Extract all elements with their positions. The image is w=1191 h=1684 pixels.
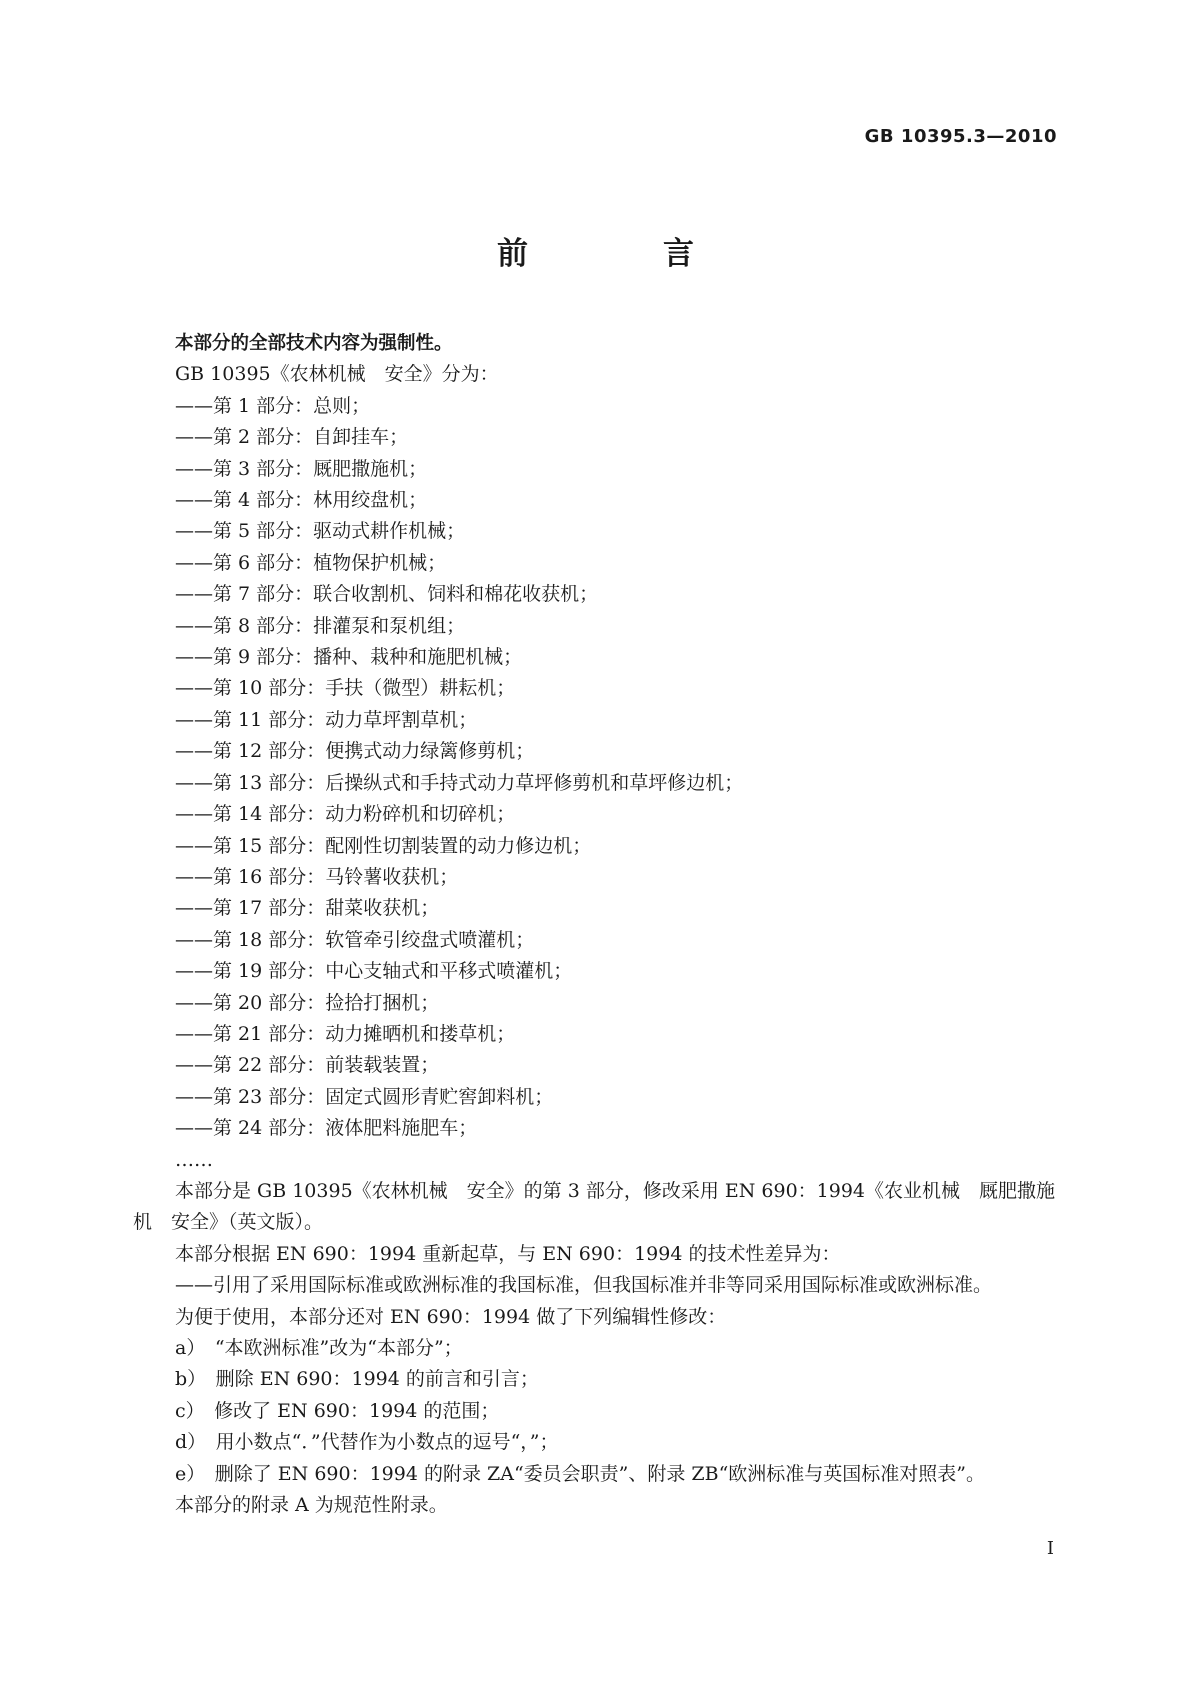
diff-intro: 本部分根据 EN 690：1994 重新起草，与 EN 690：1994 的技术性差异为： (175, 1242, 841, 1265)
edits-list (175, 1333, 1057, 1490)
ellipsis: …… (175, 1148, 213, 1171)
list-item: ——第 24 部分：液体肥料施肥车； (175, 1117, 478, 1140)
list-item: ——第 4 部分：林用绞盘机； (175, 489, 428, 512)
list-item: ——第 12 部分：便携式动力绿篱修剪机； (175, 740, 535, 763)
list-item: ——第 2 部分：自卸挂车； (175, 426, 409, 449)
list-item: ——第 23 部分：固定式圆形青贮窖卸料机； (175, 1085, 554, 1108)
list-item: ——第 22 部分：前装载装置； (175, 1054, 440, 1077)
standard-code: GB 10395.3—2010 (864, 126, 1057, 147)
page-title: 前 言 (497, 236, 746, 272)
list-item: ——第 6 部分：植物保护机械； (175, 551, 447, 574)
list-item: ——第 17 部分：甜菜收获机； (175, 897, 440, 920)
list-item: ——第 11 部分：动力草坪割草机； (175, 708, 478, 731)
list-item: ——第 19 部分：中心支轴式和平移式喷灌机； (175, 960, 573, 983)
annex-note: 本部分的附录 A 为规范性附录。 (175, 1494, 448, 1517)
list-item: c） 修改了 EN 690：1994 的范围； (175, 1399, 500, 1422)
list-item: ——第 8 部分：排灌泵和泵机组； (175, 614, 466, 637)
list-item: ——第 10 部分：手扶（微型）耕耘机； (175, 677, 516, 700)
list-item: ——第 18 部分：软管牵引绞盘式喷灌机； (175, 928, 535, 951)
list-item: d） 用小数点“．”代替作为小数点的逗号“，”； (175, 1431, 559, 1454)
list-item: ——第 20 部分：捡拾打捆机； (175, 991, 440, 1014)
list-item: ——第 15 部分：配刚性切割装置的动力修边机； (175, 834, 592, 857)
list-item: ——第 7 部分：联合收割机、饲料和棉花收获机； (175, 583, 599, 606)
list-item: a） “本欧洲标准”改为“本部分”； (175, 1337, 463, 1359)
list-item: ——第 14 部分：动力粉碎机和切碎机； (175, 803, 516, 826)
mandatory-statement: 本部分的全部技术内容为强制性。 (175, 333, 453, 354)
list-item: ——第 21 部分：动力摊晒机和搂草机； (175, 1022, 516, 1045)
list-item: ——第 16 部分：马铃薯收获机； (175, 865, 459, 888)
edit-intro: 为便于使用，本部分还对 EN 690：1994 做了下列编辑性修改： (175, 1305, 727, 1328)
diff-item: ——引用了采用国际标准或欧洲标准的我国标准，但我国标准并非等同采用国际标准或欧洲标准。 (175, 1274, 993, 1297)
parts-list (175, 391, 1057, 1145)
page-number: I (1046, 1538, 1054, 1559)
series-intro: GB 10395《农林机械 安全》分为： (175, 363, 499, 386)
list-item: ——第 13 部分：后操纵式和手持式动力草坪修剪机和草坪修边机； (175, 771, 744, 794)
adoption-paragraph-line2: 机 安全》（英文版）。 (133, 1211, 324, 1234)
list-item: e） 删除了 EN 690：1994 的附录 ZA“委员会职责”、附录 ZB“欧洲标准与英国标准对照表”。 (175, 1462, 985, 1485)
list-item: ——第 5 部分：驱动式耕作机械； (175, 520, 466, 543)
list-item: ——第 3 部分：厩肥撒施机； (175, 457, 428, 480)
adoption-paragraph-line1: 本部分是 GB 10395《农林机械 安全》的第 3 部分，修改采用 EN 690：1994《农业机械 厩肥撒施 (175, 1179, 1056, 1202)
list-item: ——第 1 部分：总则； (175, 394, 371, 417)
foreword-body (133, 328, 1057, 1521)
list-item: ——第 9 部分：播种、栽种和施肥机械； (175, 646, 523, 669)
list-item: b） 删除 EN 690：1994 的前言和引言； (175, 1368, 539, 1391)
